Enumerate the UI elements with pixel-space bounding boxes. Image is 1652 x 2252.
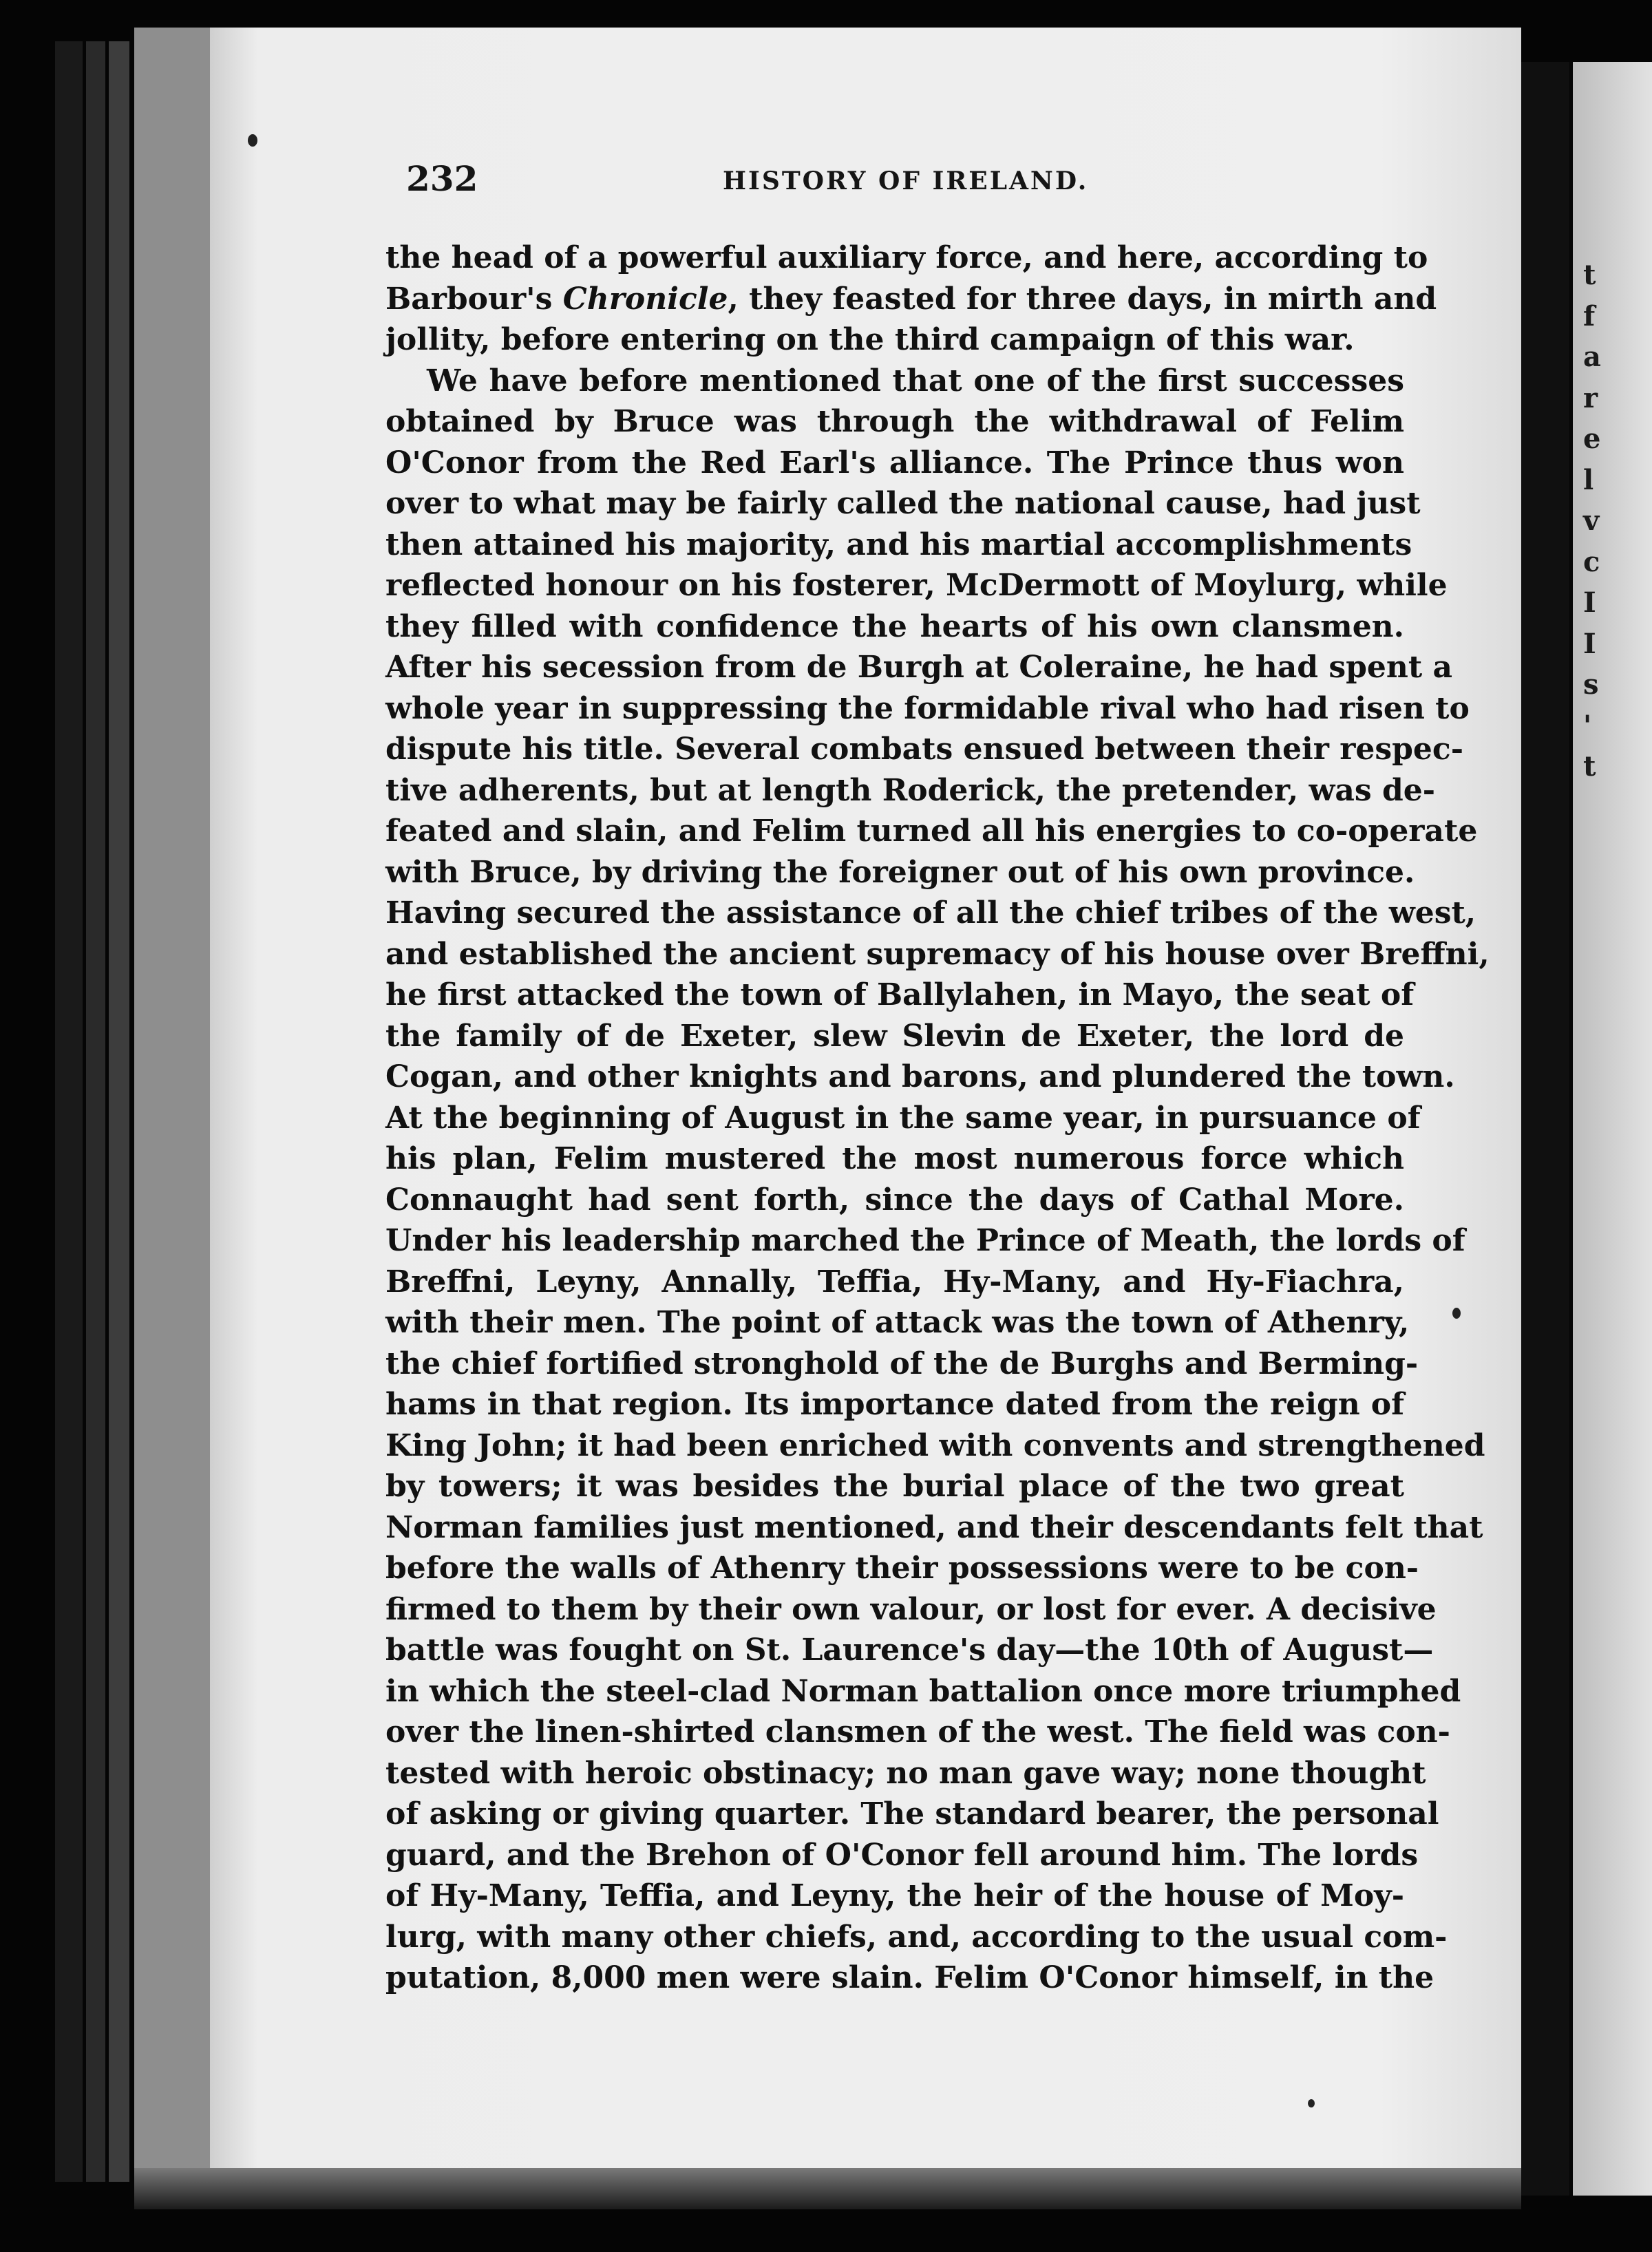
text-line: At the beginning of August in the same year, in pursuance of bbox=[385, 1100, 1421, 1136]
text-line: and established the ancient supremacy of his house over Breffni, bbox=[385, 936, 1490, 972]
facing-page-text-fragment bbox=[1583, 255, 1652, 787]
scan-speck bbox=[1452, 1308, 1461, 1319]
facing-page-letter: a bbox=[1583, 341, 1601, 373]
scan-speck bbox=[1308, 2099, 1315, 2107]
facing-page-letter: c bbox=[1583, 545, 1600, 578]
text-line: over the linen-shirted clansmen of the west. The field was con- bbox=[385, 1714, 1450, 1750]
book-fold bbox=[1521, 62, 1569, 2196]
page-stack-edge bbox=[134, 28, 210, 2196]
scan-speck bbox=[248, 134, 257, 147]
text-line: battle was fought on St. Laurence's day—the 10th of August— bbox=[385, 1633, 1434, 1668]
text-line: of asking or giving quarter. The standard bearer, the personal bbox=[385, 1796, 1439, 1831]
text-line: firmed to them by their own valour, or lost for ever. A decisive bbox=[385, 1591, 1437, 1627]
facing-page-letter: t bbox=[1583, 259, 1596, 291]
text-line: the chief fortified stronghold of the de Burghs and Berming- bbox=[385, 1346, 1419, 1381]
text-line: with Bruce, by driving the foreigner out of his own province. bbox=[385, 854, 1415, 890]
facing-page-letter: I bbox=[1583, 586, 1596, 619]
text-line: the family of de Exeter, slew Slevin de Exeter, the lord de bbox=[385, 1018, 1404, 1054]
text-line: We have before mentioned that one of the first successes bbox=[427, 363, 1404, 399]
page-header bbox=[406, 158, 1384, 200]
text-line: guard, and the Brehon of O'Conor fell around him. The lords bbox=[385, 1837, 1419, 1873]
text-line: Connaught had sent forth, since the days of Cathal More. bbox=[385, 1182, 1404, 1218]
text-line: they filled with confidence the hearts of his own clansmen. bbox=[385, 608, 1404, 644]
text-line: his plan, Felim mustered the most numerous force which bbox=[385, 1141, 1404, 1176]
running-head: HISTORY OF IRELAND. bbox=[723, 167, 1089, 195]
text-line: King John; it had been enriched with convents and strengthened bbox=[385, 1427, 1485, 1463]
text-line: by towers; it was besides the burial place of the two great bbox=[385, 1469, 1404, 1504]
binding-edge bbox=[86, 41, 105, 2182]
text-line: obtained by Bruce was through the withdrawal of Felim bbox=[385, 404, 1404, 439]
text-line: with their men. The point of attack was the town of Athenry, bbox=[385, 1305, 1410, 1340]
text-line: he first attacked the town of Ballylahen, in Mayo, the seat of bbox=[385, 977, 1415, 1012]
page-bottom-shadow bbox=[134, 2168, 1521, 2209]
text-line: reflected honour on his fosterer, McDermott of Moylurg, while bbox=[385, 568, 1448, 603]
body-text bbox=[385, 237, 1490, 1999]
text-line: tested with heroic obstinacy; no man gave way; none thought bbox=[385, 1755, 1426, 1791]
facing-page-letter: I bbox=[1583, 627, 1596, 660]
text-line: lurg, with many other chiefs, and, according to the usual com- bbox=[385, 1919, 1448, 1955]
facing-page-letter: r bbox=[1583, 381, 1598, 414]
page-number: 232 bbox=[406, 158, 478, 199]
text-line: Breffni, Leyny, Annally, Teffia, Hy-Many, and Hy-Fiachra, bbox=[385, 1264, 1404, 1299]
text-line: of Hy-Many, Teffia, and Leyny, the heir of the house of Moy- bbox=[385, 1878, 1404, 1913]
facing-page-letter: v bbox=[1583, 504, 1600, 537]
text-line: in which the steel-clad Norman battalion once more triumphed bbox=[385, 1673, 1461, 1709]
facing-page-letter: l bbox=[1583, 463, 1594, 496]
text-line: Under his leadership marched the Prince of Meath, the lords of bbox=[385, 1223, 1465, 1258]
text-line: the head of a powerful auxiliary force, and here, according to bbox=[385, 240, 1428, 275]
text-line: whole year in suppressing the formidable rival who had risen to bbox=[385, 690, 1470, 726]
facing-page-letter: s bbox=[1583, 668, 1599, 701]
text-line: putation, 8,000 men were slain. Felim O'Conor himself, in the bbox=[385, 1960, 1434, 1995]
text-line: before the walls of Athenry their possessions were to be con- bbox=[385, 1551, 1419, 1586]
text-line: After his secession from de Burgh at Coleraine, he had spent a bbox=[385, 650, 1453, 685]
facing-page-letter: ' bbox=[1583, 709, 1592, 742]
text-line: O'Conor from the Red Earl's alliance. The Prince thus won bbox=[385, 445, 1404, 480]
text-line: then attained his majority, and his martial accomplishments bbox=[385, 527, 1412, 562]
facing-page-letter: t bbox=[1583, 750, 1596, 783]
text-line: over to what may be fairly called the national cause, had just bbox=[385, 486, 1421, 521]
text-line: Barbour's Chronicle, they feasted for three days, in mirth and bbox=[385, 281, 1437, 317]
facing-page-letter: e bbox=[1583, 423, 1601, 455]
text-line: tive adherents, but at length Roderick, the pretender, was de- bbox=[385, 772, 1435, 808]
text-line: dispute his title. Several combats ensued between their respec- bbox=[385, 732, 1463, 767]
facing-page-letter: f bbox=[1583, 299, 1596, 332]
text-line: Norman families just mentioned, and their descendants felt that bbox=[385, 1509, 1483, 1545]
text-line: Having secured the assistance of all the chief tribes of the west, bbox=[385, 895, 1476, 931]
binding-edge bbox=[55, 41, 83, 2182]
text-line: jollity, before entering on the third campaign of this war. bbox=[385, 322, 1355, 357]
text-line: Cogan, and other knights and barons, and plundered the town. bbox=[385, 1059, 1455, 1094]
text-line: hams in that region. Its importance dated from the reign of bbox=[385, 1387, 1404, 1422]
text-line: feated and slain, and Felim turned all his energies to co-operate bbox=[385, 814, 1478, 849]
binding-edge bbox=[109, 41, 129, 2182]
